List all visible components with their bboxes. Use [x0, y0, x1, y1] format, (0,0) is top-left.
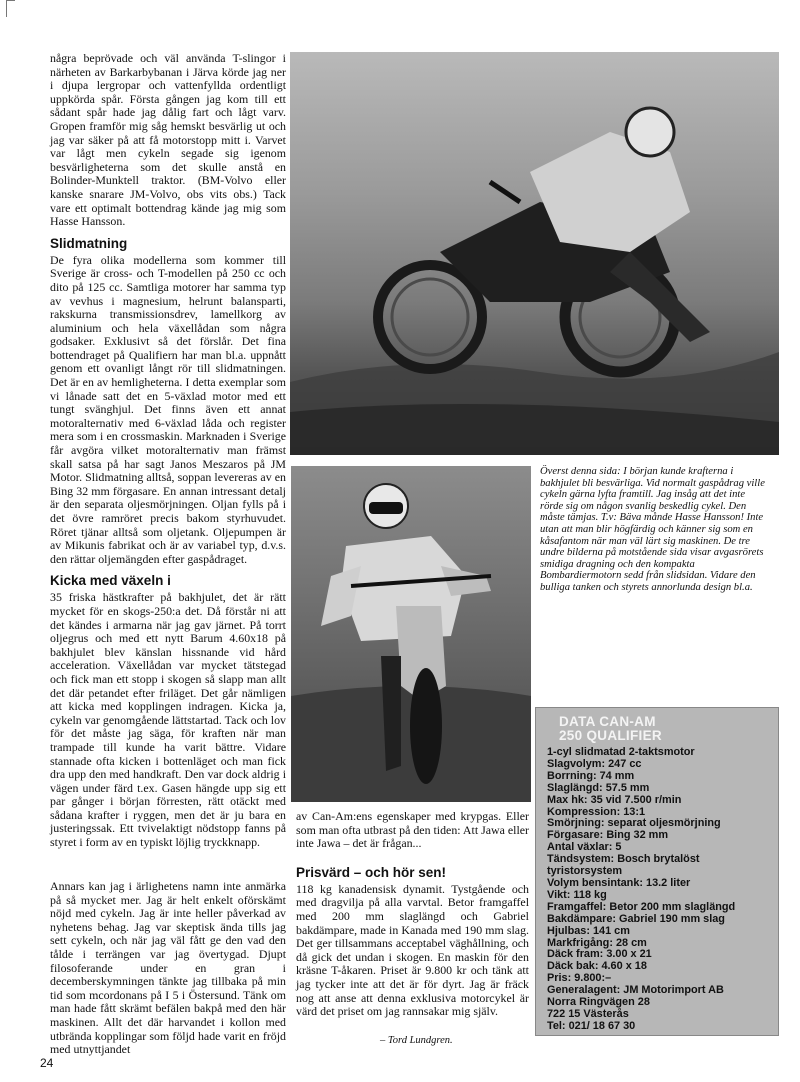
- article-column-left-bottom: [50, 880, 286, 1057]
- spec-line: Tändsystem: Bosch brytalöst: [547, 853, 700, 866]
- spec-line: Framgaffel: Betor 200 mm slaglängd: [547, 900, 736, 913]
- spec-line: Pris: 9.800:–: [547, 972, 612, 985]
- crop-mark: [6, 0, 15, 17]
- spec-line: Däck bak: 4.60 x 18: [547, 960, 647, 973]
- spec-line: Tel: 021/ 18 67 30: [547, 1019, 636, 1032]
- spec-title-line-1: DATA CAN-AM: [559, 714, 656, 729]
- article-column-left: [50, 52, 286, 850]
- spec-line: tyristorsystem: [547, 865, 623, 878]
- spec-line: Generalagent: JM Motorimport AB: [547, 984, 724, 997]
- spec-line: 722 15 Västerås: [547, 1007, 629, 1020]
- closing-mid-body: av Can-Am:ens egenskaper med krypgas. Eller som man ofta utbrast på den tiden: Att Jawa eller inte Jawa – det är frågan...: [296, 809, 529, 851]
- spec-data-box: [535, 707, 779, 1036]
- spec-line: 1-cyl slidmatad 2-taktsmotor: [547, 746, 695, 758]
- rider-illustration: [291, 466, 531, 802]
- section-slidmatning-body: De fyra olika modellerna som kommer till Sverige är cross- och T-modellen på 250 cc och dito på 125 cc. Samtliga motorer har samma typ av vevhus i magnesium, helrunt balansparti, rakskurna transmissionsdrev, lamellkorg av aluminium och hela växellådan som några godsaker. Exklusivt så det förslår. Det fina bottendraget på Qualifiern har man bl.a. uppnått genom ett ovanligt långt rör till slidmatningen. Det är en av hemligheterna. I detta exemplar som vi lånade satt det en 5-växlad motor med ett tungt svänghjul. Det finns även ett annat motoralternativ med 6-växlad låda och register mera som i en crossmaskin. Marknaden i Sverige får avgöra vilket motoralternativ man främst skall satsa på har sagt Janos Meszaros på JM Motor. Slidmatning alltså, soppan levereras av en Bing 32 mm förgasare. En annan intressant detalj är den separata oljesmörjningen. Oljan fylls på i det övre ramröret precis bakom styrhuvudet. Röret tjänar alltså som oljetank. Oljepumpen är av Mikunis fabrikat och är av variabel typ, d.v.s. den rättar oljemängden efter gaspådraget.: [50, 252, 286, 566]
- heading-slidmatning: Slidmatning: [50, 235, 128, 251]
- photo-wheelie-jump: [290, 52, 779, 455]
- article-intro: några beprövade och väl använda T-slingor i närheten av Barkarbybanan i Järva körde jag ner i djupa lergropar och vattenfyllda ordentligt uppkörda spår. Första gången jag kom till ett sådant spår hade jag dålig fart och lågt varv. Gropen framför mig såg hemskt besvärlig ut och jag var säker på att få motorstopp mitt i. Varvet var lågt men cykeln segade sig igenom besvärligheterna som det skulle anstå en Bolinder-Munktell traktor. (BM-Volvo eller kanske snarare JM-Volvo, obs vits obs.) Tack vare ett optimalt bottendrag kände jag mig som Hasse Hansson.: [50, 51, 286, 229]
- spec-line: Max hk: 35 vid 7.500 r/min: [547, 793, 682, 806]
- spec-line: Borrning: 74 mm: [547, 769, 635, 782]
- spec-line: Hjulbas: 141 cm: [547, 924, 630, 937]
- spec-line: Norra Ringvägen 28: [547, 996, 650, 1009]
- spec-line: Volym bensintank: 13.2 liter: [547, 876, 691, 889]
- spec-line: Markfrigång: 28 cm: [547, 936, 647, 949]
- spec-box-title: [559, 715, 770, 743]
- motorcycle-jump-illustration: [290, 52, 779, 455]
- spec-line: Kompression: 13:1: [547, 805, 646, 818]
- article-column-middle-bottom: [296, 810, 529, 1019]
- photo-caption-text: Överst denna sida: I början kunde krafterna i bakhjulet bli besvärliga. Vid normalt gaspådrag ville cykeln gärna lyfta framtill. Jag insåg att det inte rörde sig om någon svanlig beskedlig cykel. Den måste tämjas. T.v: Bäva månde Hasse Hansson! Inte utan att man blir högfärdig och känner sig som en kåsafantom när man väl lärt sig maskinen. De tre undre bilderna på motstående sida visar avgasrörets smidiga dragning och den kompakta Bombardiermotorn sedd från slidsidan. Vidare den bulliga tanken och styrets annorlunda design bl.a.: [540, 466, 765, 593]
- photo-rider-portrait: [291, 466, 531, 802]
- author-signature: – Tord Lundgren.: [380, 1035, 453, 1046]
- spec-line: Vikt: 118 kg: [547, 888, 607, 901]
- photo-caption: [540, 466, 766, 594]
- spec-title-line-2: 250 QUALIFIER: [559, 728, 662, 743]
- heading-kicka: Kicka med växeln i: [50, 573, 171, 589]
- spec-line: Slaglängd: 57.5 mm: [547, 781, 650, 794]
- spec-line: Förgasare: Bing 32 mm: [547, 829, 669, 842]
- closing-left-body: Annars kan jag i ärlighetens namn inte anmärka på så mycket mer. Jag är helt enkelt oförskämt nöjd med cykeln. Jag är inte heller påverkad av nyhetens behag. Jag var skeptisk ända tills jag sett cykeln, och när jag väl fått ge den vad den tålde i terrängen var jag övertygad. Djupt filosoferande under en gran i decemberskymningen tänkte jag tillbaka på min tid som mcordonans på I 5 i Östersund. Tänk om man hade fått skrämt befälen bakpå med den här maskinen. Allt det där harvandet i kollon med utbrända kopplingar som följd hade varit en fröjd med utnyttjandet: [50, 879, 286, 1057]
- spec-list: [547, 747, 770, 1033]
- spec-line: Däck fram: 3.00 x 21: [547, 948, 652, 961]
- spec-line: Slagvolym: 247 cc: [547, 757, 642, 770]
- section-prisvard-body: 118 kg kanadensisk dynamit. Tystgående och med dragvilja på alla varvtal. Betor framgaffel med 200 mm slaglängd och Gabriel bakdämpare, made in Kanada med 190 mm slag. Det ger tillsammans acceptabel väghållning, och då gick det undan i skogen. En maskin för den kräsne T-åkaren. Priset är 9.800 kr och tänk att jag tycker inte att det är för dyrt. Jag är fräck nog att anse att denna exklusiva motorcykel är värd det priset om jag rannsakar mig själv.: [296, 881, 529, 1019]
- spec-line: Bakdämpare: Gabriel 190 mm slag: [547, 912, 725, 925]
- section-kicka-body: 35 friska hästkrafter på bakhjulet, det är rätt mycket för en skogs-250:a det. Då förstår ni att det kändes i armarna när jag gav järnet. På torrt oljegrus och med ett nytt Barum 4.60x18 på bakhjulet blev känslan hissnande vid hård acceleration. Växellådan var mycket tätstegad och fick man ett stopp i skogen så slapp man allt det där petandet efter friläget. Det går nämligen att kicka med kopplingen indragen. Kicka ja, cykeln var genomgående lättstartad. Tack och lov för det måste jag säga, för kraften när man trampade till kunde ha varit bättre. Vidare stannade ofta kicken i bottenläget och man fick dra upp den med handkraft. Den var dock aldrig i vägen under färd t.ex. Gasen hängde upp sig ett par gånger i början förresten, rätt otäckt med sådana krafter i ryggen, men det är ju bara en justeringssak. Ett tvivelaktigt nödstopp fanns på styret i form av en typiskt löjlig tryckknapp.: [50, 590, 286, 850]
- page-number: 24: [40, 1056, 54, 1070]
- spec-line: Smörjning: separat oljesmörjning: [547, 817, 721, 830]
- spec-line: Antal växlar: 5: [547, 841, 622, 854]
- heading-prisvard: Prisvärd – och hör sen!: [296, 864, 447, 880]
